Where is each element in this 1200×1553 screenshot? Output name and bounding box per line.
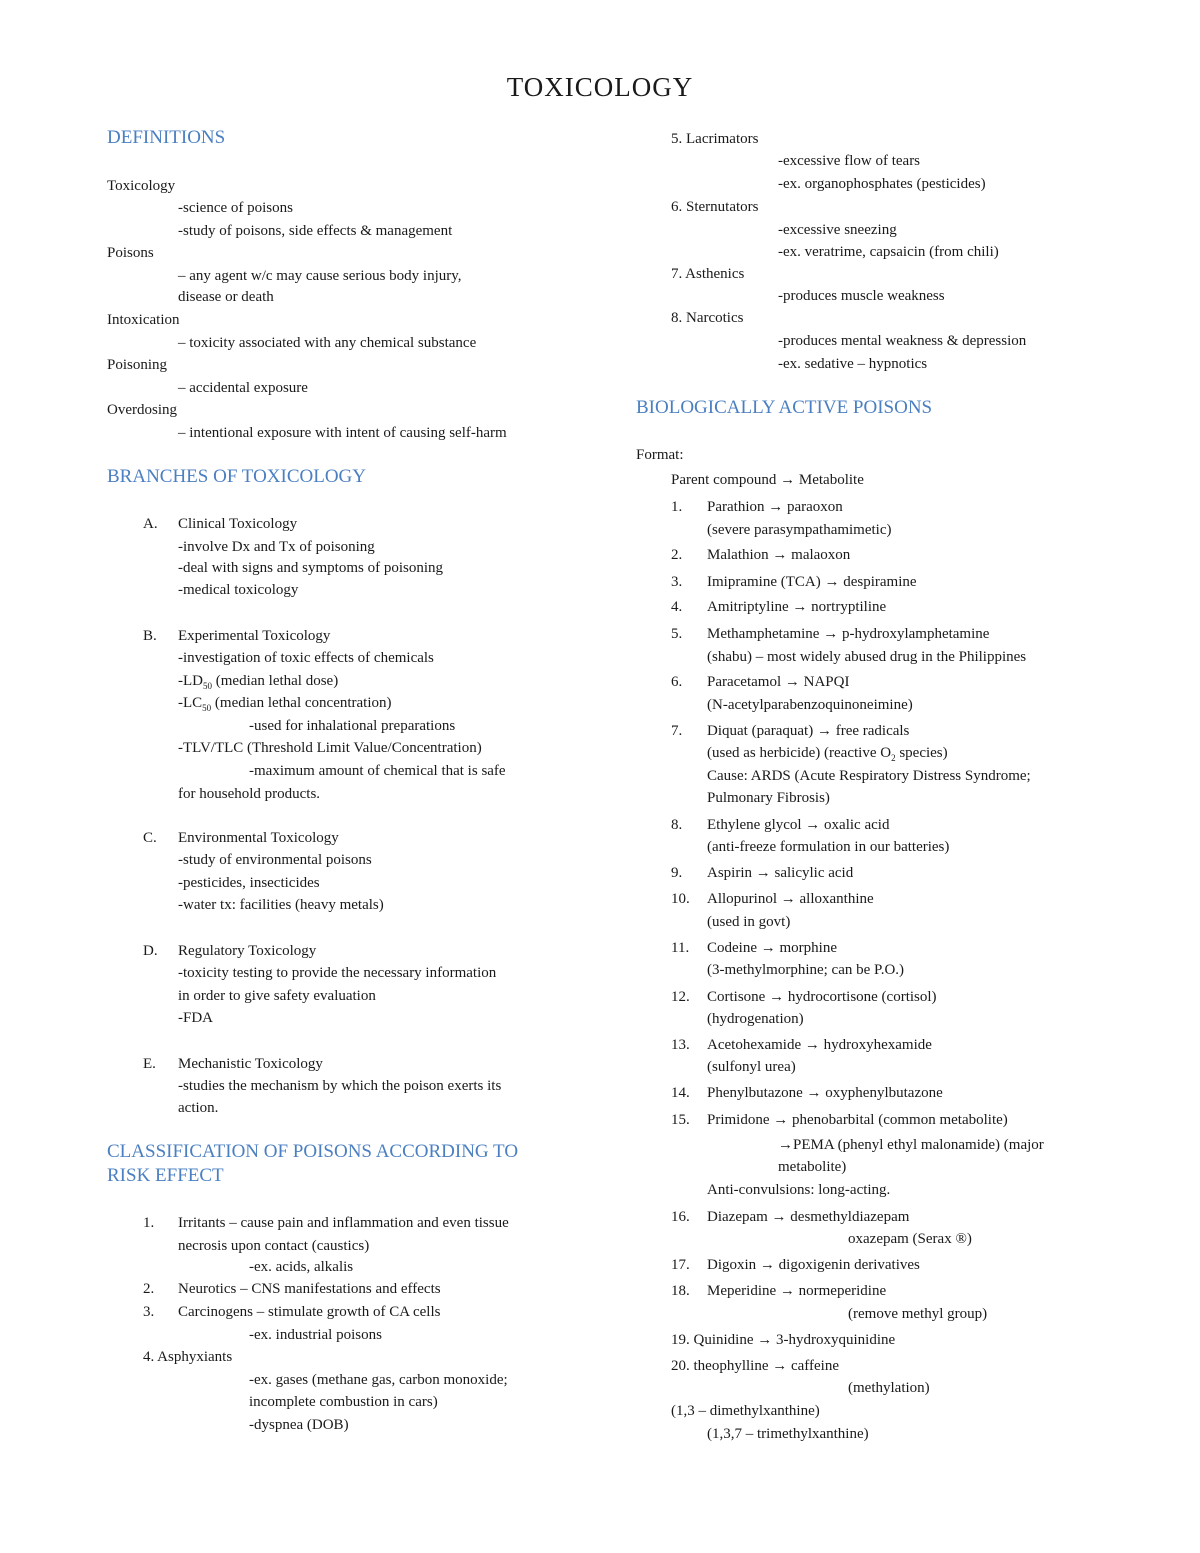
class-num: 1. xyxy=(143,1215,155,1231)
item-line: (sulfonyl urea) xyxy=(707,1059,796,1075)
item-line: (remove methyl group) xyxy=(848,1306,988,1322)
item-line-o2: (used as herbicide) (reactive $O_2$ species) xyxy=(707,745,948,763)
definition-line: -science of poisons xyxy=(178,200,293,216)
term-poisons: Poisons xyxy=(107,245,154,261)
branch-line: -toxicity testing to provide the necessary information xyxy=(178,965,497,981)
item-line: metabolite) xyxy=(778,1159,847,1175)
branch-line: in order to give safety evaluation xyxy=(178,988,376,1004)
class-line: -ex. organophosphates (pesticides) xyxy=(778,176,986,192)
class-line: Carcinogens – stimulate growth of CA cells xyxy=(178,1304,441,1320)
term-intoxication: Intoxication xyxy=(107,312,180,328)
item-line: (methylation) xyxy=(848,1380,930,1396)
branch-letter: E. xyxy=(143,1056,156,1072)
definition-line: – any agent w/c may cause serious body injury, xyxy=(178,268,462,284)
branch-title: Experimental Toxicology xyxy=(178,628,331,644)
definition-line: – accidental exposure xyxy=(178,380,308,396)
item-line: Methamphetamine → p-hydroxylamphetamine xyxy=(707,626,990,642)
term-poisoning: Poisoning xyxy=(107,357,168,373)
branch-title: Clinical Toxicology xyxy=(178,516,298,532)
class-line: 5. Lacrimators xyxy=(671,131,759,147)
branches-heading: BRANCHES OF TOXICOLOGY xyxy=(107,466,366,487)
branch-line: -maximum amount of chemical that is safe xyxy=(249,763,506,779)
item-line: Ethylene glycol → oxalic acid xyxy=(707,817,890,833)
branch-line: -TLV/TLC (Threshold Limit Value/Concentration) xyxy=(178,740,482,756)
item-line: 19. Quinidine → 3-hydroxyquinidine xyxy=(671,1332,896,1348)
item-line: →PEMA (phenyl ethyl malonamide) (major xyxy=(778,1137,1044,1153)
class-line: -ex. sedative – hypnotics xyxy=(778,356,928,372)
lc50-line: $-LC_{50}$ (median lethal concentration) xyxy=(178,695,392,713)
item-line: Primidone → phenobarbital (common metabolite) xyxy=(707,1112,1008,1128)
item-line: (hydrogenation) xyxy=(707,1011,804,1027)
class-line: incomplete combustion in cars) xyxy=(249,1394,438,1410)
item-line: Allopurinol → alloxanthine xyxy=(707,891,874,907)
class-num: 3. xyxy=(143,1304,155,1320)
item-line: (shabu) – most widely abused drug in the Philippines xyxy=(707,649,1027,665)
class-line: 6. Sternutators xyxy=(671,199,759,215)
definition-line: disease or death xyxy=(178,289,274,305)
branch-line: -deal with signs and symptoms of poisoning xyxy=(178,560,443,576)
definition-line: – intentional exposure with intent of causing self-harm xyxy=(178,425,507,441)
item-line: Parathion → paraoxon xyxy=(707,499,843,515)
item-num: 4. xyxy=(671,599,683,615)
class-line: -ex. industrial poisons xyxy=(249,1327,382,1343)
branch-letter: B. xyxy=(143,628,157,644)
item-line: Pulmonary Fibrosis) xyxy=(707,790,830,806)
item-num: 17. xyxy=(671,1257,690,1273)
item-line: Anti-convulsions: long-acting. xyxy=(707,1182,891,1198)
item-line: Paracetamol → NAPQI xyxy=(707,674,850,690)
branch-title: Regulatory Toxicology xyxy=(178,943,317,959)
item-line: Phenylbutazone → oxyphenylbutazone xyxy=(707,1085,943,1101)
format-label: Format: xyxy=(636,447,684,463)
class-num: 2. xyxy=(143,1281,155,1297)
class-line: -produces mental weakness & depression xyxy=(778,333,1027,349)
classification-heading: CLASSIFICATION OF POISONS ACCORDING TO xyxy=(107,1141,519,1162)
class-line: 7. Asthenics xyxy=(671,266,745,282)
branch-line: -pesticides, insecticides xyxy=(178,875,320,891)
item-num: 13. xyxy=(671,1037,690,1053)
branch-letter: C. xyxy=(143,830,157,846)
definitions-heading: DEFINITIONS xyxy=(107,127,226,148)
item-num: 1. xyxy=(671,499,683,515)
item-line: (used in govt) xyxy=(707,914,791,930)
item-line: Imipramine (TCA) → despiramine xyxy=(707,574,917,590)
item-line: oxazepam (Serax ®) xyxy=(848,1231,972,1247)
item-num: 16. xyxy=(671,1209,690,1225)
branch-line: -water tx: facilities (heavy metals) xyxy=(178,897,384,913)
item-num: 11. xyxy=(671,940,690,956)
branch-line: -involve Dx and Tx of poisoning xyxy=(178,539,375,555)
item-line: (1,3 – dimethylxanthine) xyxy=(671,1403,820,1419)
item-line: Diazepam → desmethyldiazepam xyxy=(707,1209,910,1225)
branch-line: -used for inhalational preparations xyxy=(249,718,456,734)
term-overdosing: Overdosing xyxy=(107,402,177,418)
item-line: (severe parasympathamimetic) xyxy=(707,522,892,538)
item-line: Acetohexamide → hydroxyhexamide xyxy=(707,1037,932,1053)
item-line: (N-acetylparabenzoquinoneimine) xyxy=(707,697,913,713)
item-num: 15. xyxy=(671,1112,690,1128)
item-num: 18. xyxy=(671,1283,690,1299)
item-num: 3. xyxy=(671,574,683,590)
item-line: 20. theophylline → caffeine xyxy=(671,1358,840,1374)
item-line: Codeine → morphine xyxy=(707,940,837,956)
class-line: -ex. veratrime, capsaicin (from chili) xyxy=(778,244,999,260)
branch-line: action. xyxy=(178,1100,219,1116)
class-line: necrosis upon contact (caustics) xyxy=(178,1238,370,1254)
class-line: -excessive sneezing xyxy=(778,222,897,238)
branch-letter: A. xyxy=(143,516,158,532)
class-line: Neurotics – CNS manifestations and effects xyxy=(178,1281,441,1297)
item-line: Malathion → malaoxon xyxy=(707,547,851,563)
definition-line: – toxicity associated with any chemical substance xyxy=(178,335,477,351)
item-num: 9. xyxy=(671,865,683,881)
branch-title: Mechanistic Toxicology xyxy=(178,1056,323,1072)
class-line: -excessive flow of tears xyxy=(778,153,921,169)
classification-heading-2: RISK EFFECT xyxy=(107,1165,224,1186)
item-num: 10. xyxy=(671,891,690,907)
branch-line: -medical toxicology xyxy=(178,582,299,598)
class-line: 4. Asphyxiants xyxy=(143,1349,233,1365)
class-line: 8. Narcotics xyxy=(671,310,744,326)
item-line: Aspirin → salicylic acid xyxy=(707,865,854,881)
item-line: Meperidine → normeperidine xyxy=(707,1283,887,1299)
item-num: 8. xyxy=(671,817,683,833)
item-line: (3-methylmorphine; can be P.O.) xyxy=(707,962,905,978)
item-line: Amitriptyline → nortryptiline xyxy=(707,599,887,615)
branch-line: -studies the mechanism by which the poison exerts its xyxy=(178,1078,502,1094)
class-line: -ex. acids, alkalis xyxy=(249,1259,354,1275)
item-line: Digoxin → digoxigenin derivatives xyxy=(707,1257,920,1273)
page-title: TOXICOLOGY xyxy=(506,72,694,102)
class-line: -ex. gases (methane gas, carbon monoxide; xyxy=(249,1372,508,1388)
item-num: 2. xyxy=(671,547,683,563)
branch-title: Environmental Toxicology xyxy=(178,830,339,846)
definition-line: -study of poisons, side effects & management xyxy=(178,223,453,239)
class-line: -dyspnea (DOB) xyxy=(249,1417,349,1433)
format-line: Parent compound → Metabolite xyxy=(671,472,864,488)
branch-line: -investigation of toxic effects of chemicals xyxy=(178,650,434,666)
branch-line: for household products. xyxy=(178,786,321,802)
item-num: 5. xyxy=(671,626,683,642)
item-line: Diquat (paraquat) → free radicals xyxy=(707,723,910,739)
item-num: 12. xyxy=(671,989,690,1005)
item-num: 7. xyxy=(671,723,683,739)
branch-line: -study of environmental poisons xyxy=(178,852,372,868)
item-line: (anti-freeze formulation in our batteries) xyxy=(707,839,950,855)
branch-line: -FDA xyxy=(178,1010,214,1026)
bio-heading: BIOLOGICALLY ACTIVE POISONS xyxy=(636,397,933,418)
item-line: Cortisone → hydrocortisone (cortisol) xyxy=(707,989,937,1005)
class-line: Irritants – cause pain and inflammation and even tissue xyxy=(178,1215,509,1231)
item-num: 6. xyxy=(671,674,683,690)
item-num: 14. xyxy=(671,1085,690,1101)
ld50-line: $-LD_{50}$ (median lethal dose) xyxy=(178,673,339,691)
branch-letter: D. xyxy=(143,943,158,959)
class-line: -produces muscle weakness xyxy=(778,288,945,304)
item-line: (1,3,7 – trimethylxanthine) xyxy=(707,1426,869,1442)
term-toxicology: Toxicology xyxy=(107,178,176,194)
item-line: Cause: ARDS (Acute Respiratory Distress Syndrome; xyxy=(707,768,1031,784)
